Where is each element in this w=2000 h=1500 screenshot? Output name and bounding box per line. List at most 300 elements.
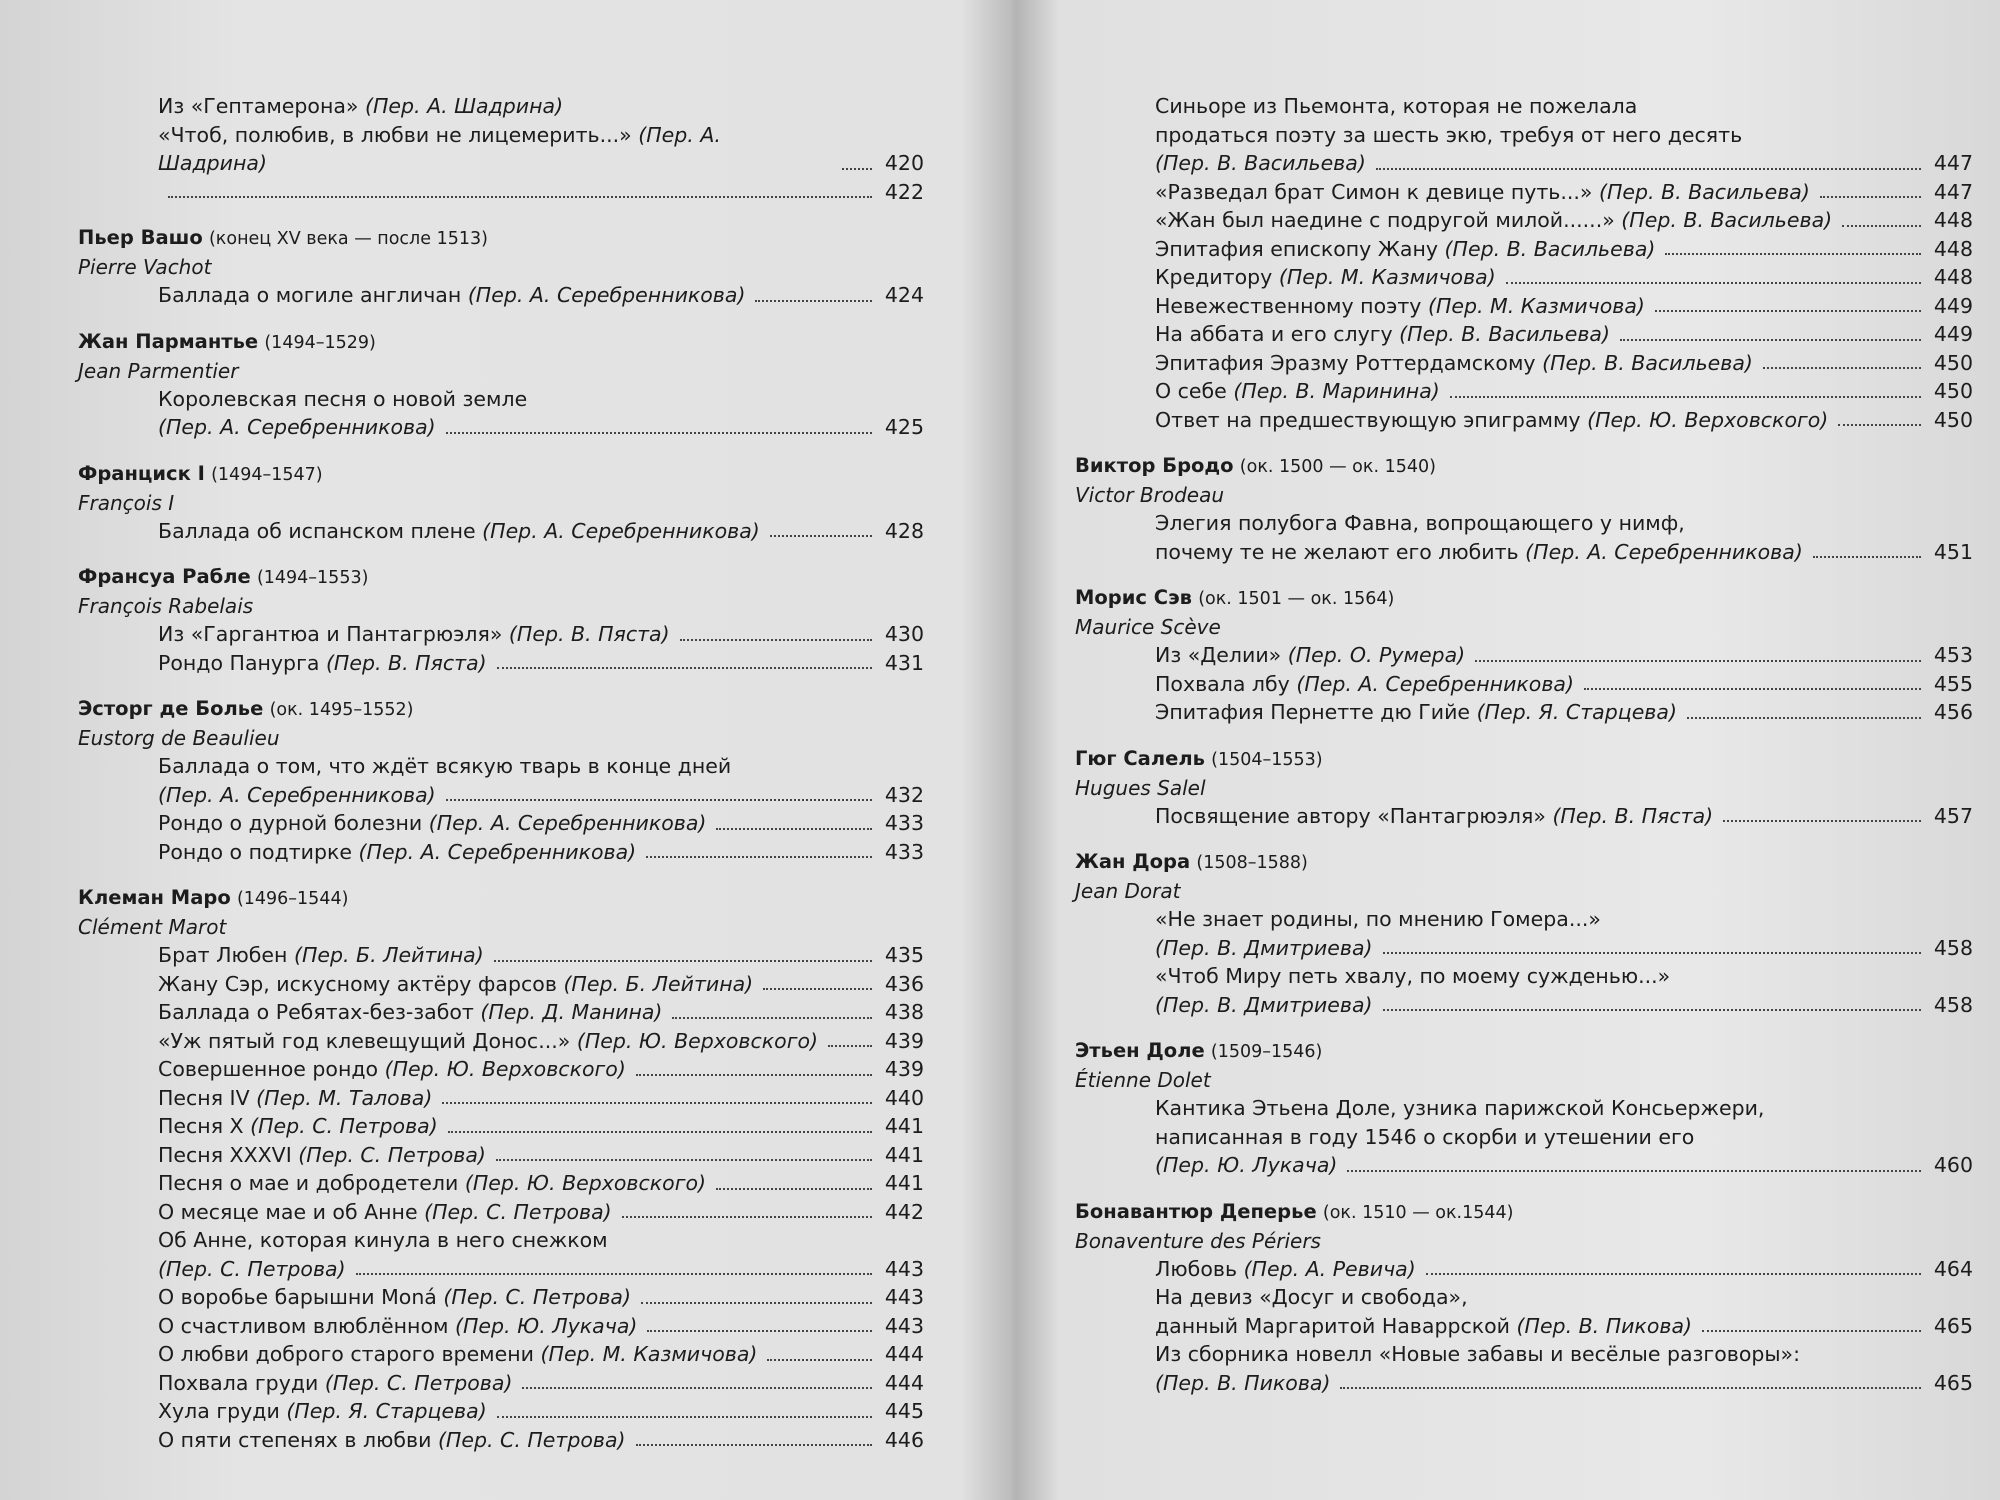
author-block: [1075, 452, 1973, 566]
entry-title-line: [1155, 1283, 1973, 1312]
page-number: 465: [1933, 1370, 1973, 1395]
author-block: [78, 328, 924, 442]
translator: (Пер. М. Казмичова): [1427, 293, 1645, 318]
dot-leader: [1450, 396, 1921, 398]
translator: (Пер. В. Васильева): [1444, 236, 1656, 261]
translator: (Пер. А. Серебренникова): [358, 839, 637, 864]
translator: (Пер. Ю. Верховского): [576, 1028, 819, 1053]
author-block: [78, 563, 924, 677]
toc-entry: [1075, 377, 1973, 406]
author-latin-name: Clément Marot: [78, 915, 227, 939]
dot-leader: [828, 1045, 872, 1047]
entry-text: [1155, 1255, 1416, 1284]
entry-text: [158, 1198, 612, 1227]
page-number: 457: [1933, 803, 1973, 828]
translator: (Пер. С. Петрова): [250, 1114, 438, 1138]
page-number: 441: [884, 1142, 924, 1167]
toc-entry: [78, 1112, 924, 1141]
page-number: 443: [884, 1285, 924, 1309]
entry-text: [158, 1312, 637, 1341]
dot-leader: [622, 1216, 872, 1218]
author-heading: [1075, 1198, 1973, 1227]
entry-row: [1155, 206, 1973, 235]
entry-text: [1155, 698, 1677, 727]
author-heading: [78, 563, 924, 592]
page-number: 441: [884, 1114, 924, 1138]
entry-row: [1155, 1369, 1973, 1398]
translator: (Пер. Ю. Верховского): [1587, 407, 1829, 432]
toc-entry: [1075, 206, 1973, 235]
dot-leader: [497, 667, 872, 669]
entry-title-line: [1155, 1123, 1973, 1152]
author-heading: [78, 695, 924, 724]
toc-entry: [78, 809, 924, 838]
page-number: 465: [1933, 1313, 1973, 1338]
entry-title: Баллада о Ребятах-без-забот: [158, 1000, 474, 1024]
translator: (Пер. О. Румера): [1287, 643, 1466, 667]
page-number: 448: [1933, 208, 1973, 232]
toc-entry: [1075, 802, 1973, 831]
entry-title-line: [1155, 92, 1973, 121]
toc-entry: [1075, 320, 1973, 349]
entry-text: [158, 1340, 757, 1369]
translator: (Пер. А. Серебренникова): [482, 518, 760, 543]
entry-title: Об Анне, которая кинула в него снежком: [158, 1228, 608, 1252]
author-heading: [1075, 452, 1973, 481]
entry-text: [1155, 349, 1753, 378]
toc-entry: [1075, 670, 1973, 699]
entry-row: [1155, 1255, 1973, 1284]
dot-leader: [770, 535, 872, 537]
toc-entry: [78, 385, 924, 442]
entry-row: [158, 1369, 924, 1398]
entry-text: [1155, 149, 1366, 178]
entry-text: [158, 781, 436, 810]
entry-text: [1155, 934, 1373, 963]
toc-entry: [1075, 292, 1973, 321]
author-dates: (конец XV века — после 1513): [208, 229, 488, 249]
entry-title: О месяце мае и об Анне: [158, 1199, 418, 1224]
translator: (Пер. А. Серебренникова): [1525, 539, 1803, 564]
entry-text: [158, 1369, 512, 1398]
dot-leader: [522, 1387, 872, 1389]
dot-leader: [1702, 1330, 1921, 1332]
entry-title: О счастливом влюблённом: [158, 1313, 449, 1338]
page-number: 450: [1933, 379, 1973, 403]
entry-title: «Уж пятый год клевещущий Донос...»: [158, 1028, 571, 1053]
page-number: 443: [884, 1313, 924, 1338]
author-latin-name: François Rabelais: [78, 594, 254, 618]
toc-entry: [1075, 905, 1973, 962]
entry-row: [1155, 538, 1973, 567]
entry-title: Королевская песня о новой земле: [158, 386, 528, 411]
entry-title: Эпитафия Пернетте дю Гийе: [1155, 700, 1471, 724]
author-dates: (1504–1553): [1211, 749, 1323, 770]
author-heading: [1075, 584, 1973, 613]
author-dates: (1508–1588): [1196, 853, 1308, 873]
entry-title: Из «Делии»: [1155, 643, 1282, 667]
translator: (Пер. А. Серебренникова): [158, 782, 436, 807]
entry-row: [1155, 349, 1973, 378]
translator: (Пер. А. Шадрина): [365, 94, 564, 118]
entry-row: [158, 1169, 924, 1198]
author-dates: (ок. 1500 — ок. 1540): [1239, 457, 1436, 477]
author-name: Бонавантюр Деперье: [1075, 1199, 1317, 1223]
toc-entry: [1075, 641, 1973, 670]
entry-row: [158, 1340, 924, 1369]
entry-text: [158, 1255, 346, 1284]
entry-row: [1155, 934, 1973, 963]
entry-text: [158, 517, 760, 546]
author-block: [1075, 1198, 1973, 1398]
translator: (Пер. М. Казмичова): [540, 1342, 758, 1366]
entry-title: Элегия полубога Фавна, вопрощающего у нимф,: [1155, 511, 1685, 535]
entry-row: [1155, 178, 1973, 207]
entry-text: [158, 970, 753, 999]
author-dates: (1494–1529): [264, 332, 376, 353]
dot-leader: [1426, 1273, 1921, 1275]
entry-row: [158, 281, 924, 310]
author-dates: (ок. 1510 — ок.1544): [1322, 1202, 1514, 1223]
entry-row: [158, 620, 924, 649]
page-number: 431: [884, 650, 924, 675]
entry-text: [1155, 1312, 1692, 1341]
author-heading: [1075, 848, 1973, 877]
page-number: 464: [1933, 1256, 1973, 1281]
dot-leader: [647, 1330, 872, 1332]
dot-leader: [1347, 1170, 1921, 1172]
dot-leader: [755, 300, 872, 302]
toc-entry: [1075, 962, 1973, 1019]
page-number: 455: [1933, 671, 1973, 696]
dot-leader: [680, 639, 872, 641]
entry-title-line: [1155, 1094, 1973, 1123]
entry-text: [1155, 538, 1803, 567]
author-latin-name: Étienne Dolet: [1075, 1068, 1211, 1092]
author-name: Виктор Бродо: [1075, 454, 1234, 477]
entry-title: Посвящение автору «Пантагрюэля»: [1155, 803, 1546, 828]
author-name: Пьер Вашо: [78, 226, 203, 249]
dot-leader: [1838, 424, 1921, 426]
author-block: [78, 884, 924, 1454]
toc-entry: [78, 998, 924, 1027]
translator: (Пер. С. Петрова): [424, 1199, 612, 1224]
entry-row: [1155, 263, 1973, 292]
author-latin-name: Jean Parmentier: [78, 358, 239, 383]
translator: (Пер. Д. Манина): [480, 1000, 663, 1024]
translator: (Пер. С. Петрова): [443, 1285, 631, 1309]
entry-text: [1155, 802, 1713, 831]
author-latin-name: François I: [78, 490, 175, 515]
entry-title: Песня IV: [158, 1085, 250, 1110]
translator: (Пер. С. Петрова): [324, 1370, 513, 1395]
page-number: 424: [884, 283, 924, 307]
toc-entry: [1075, 1094, 1973, 1180]
entry-text: [1155, 320, 1610, 349]
dot-leader: [442, 1102, 872, 1104]
toc-entry: [78, 121, 924, 178]
entry-row: [1155, 292, 1973, 321]
page-number: 440: [884, 1085, 924, 1110]
page-number: 448: [1933, 265, 1973, 289]
entry-title: «Чтоб, полюбив, в любви не лицемерить...»: [158, 122, 632, 147]
translator: (Пер. Я. Старцева): [1476, 700, 1677, 724]
entry-row: [158, 413, 924, 442]
entry-text: [158, 649, 487, 678]
author-latin-name: Pierre Vachot: [78, 255, 212, 279]
toc-entry: [78, 1084, 924, 1113]
translator: (Пер. С. Петрова): [158, 1256, 346, 1281]
translator: (Пер. В. Пикова): [1516, 1313, 1693, 1338]
author-block: [1075, 584, 1973, 727]
page-number: 425: [884, 415, 924, 439]
entry-row: [158, 178, 924, 207]
page-number: 451: [1933, 539, 1973, 564]
translator: (Пер. Ю. Верховского): [384, 1057, 626, 1081]
left-toc-column: [78, 92, 924, 1454]
author-block: [78, 460, 924, 546]
entry-row: [158, 121, 924, 178]
translator: (Пер. А. Шадрина): [158, 122, 721, 175]
entry-title: Баллада о могиле англичан: [158, 283, 462, 307]
author-latin-name: Jean Dorat: [1075, 879, 1181, 903]
translator: (Пер. С. Петрова): [437, 1427, 626, 1452]
page-number: 436: [884, 971, 924, 996]
author-heading: [78, 224, 924, 253]
entry-title: О себе: [1155, 379, 1227, 403]
entry-title: О воробье барышни Моná: [158, 1285, 437, 1309]
page-number: 447: [1933, 151, 1973, 175]
entry-title-line: [1155, 962, 1973, 991]
translator: (Пер. А. Серебренникова): [467, 283, 746, 307]
dot-leader: [842, 168, 872, 170]
translator: (Пер. В. Васильева): [1399, 322, 1610, 346]
author-block: [1075, 848, 1973, 1019]
toc-entry: [1075, 1283, 1973, 1340]
toc-entry: [78, 178, 924, 207]
entry-title: Из «Гаргантюа и Пантагрюэля»: [158, 622, 503, 646]
translator: (Пер. М. Казмичова): [1278, 265, 1496, 289]
page-number: 456: [1933, 700, 1973, 724]
dot-leader: [168, 196, 872, 198]
dot-leader: [716, 1188, 872, 1190]
entry-text: [158, 413, 436, 442]
entry-text: [158, 941, 484, 970]
entry-title: Эпитафия Эразму Роттердамскому: [1155, 350, 1536, 375]
toc-entry: [78, 1283, 924, 1312]
toc-entry: [1075, 235, 1973, 264]
toc-entry: [78, 1369, 924, 1398]
entry-text: [158, 1141, 486, 1170]
page-number: 422: [884, 179, 924, 204]
dot-leader: [716, 828, 872, 830]
author-name: Жан Дора: [1075, 850, 1191, 873]
entry-row: [158, 1426, 924, 1455]
entry-title: Баллада о том, что ждёт всякую тварь в конце дней: [158, 754, 732, 778]
dot-leader: [1383, 1009, 1921, 1011]
entry-title: О любви доброго старого времени: [158, 1342, 534, 1366]
entry-text: [158, 1397, 487, 1426]
dot-leader: [1340, 1387, 1921, 1389]
page-number: 453: [1933, 643, 1973, 667]
entry-text: [158, 838, 636, 867]
translator: (Пер. С. Петрова): [298, 1142, 486, 1167]
dot-leader: [1820, 196, 1921, 198]
entry-title: На аббата и его слугу: [1155, 322, 1393, 346]
translator: (Пер. М. Талова): [256, 1085, 433, 1110]
toc-entry: [1075, 698, 1973, 727]
entry-title-line: [158, 385, 924, 414]
toc-entry: [78, 1169, 924, 1198]
author-latin-name: Maurice Scève: [1075, 615, 1221, 639]
page-number: 449: [1933, 322, 1973, 346]
toc-entry: [78, 941, 924, 970]
author-dates: (1496–1544): [236, 889, 349, 909]
page-number: 439: [884, 1028, 924, 1053]
author-heading: [78, 884, 924, 913]
toc-entry: [1075, 263, 1973, 292]
entry-title: Хула груди: [158, 1399, 280, 1423]
entry-row: [158, 1027, 924, 1056]
dot-leader: [1506, 282, 1921, 284]
entry-row: [1155, 802, 1973, 831]
translator: (Пер. В. Пяста): [508, 622, 670, 646]
translator: (Пер. В. Маринина): [1233, 379, 1440, 403]
entry-text: [1155, 235, 1655, 264]
entry-row: [1155, 320, 1973, 349]
author-dates: (1494–1553): [256, 568, 369, 588]
dot-leader: [1376, 168, 1921, 170]
dot-leader: [1763, 367, 1921, 369]
toc-entry: [78, 620, 924, 649]
dot-leader: [646, 856, 872, 858]
dot-leader: [1475, 660, 1921, 662]
author-heading: [1075, 1037, 1973, 1066]
page-number: 444: [884, 1342, 924, 1366]
author-dates: (1509–1546): [1210, 1042, 1323, 1062]
entry-title-line: [1155, 509, 1973, 538]
entry-text: [158, 620, 670, 649]
right-toc-column: [1075, 92, 1973, 1397]
entry-title: «Разведал брат Симон к девице путь...»: [1155, 179, 1593, 204]
entry-title: Брат Любен: [158, 943, 288, 967]
page-number: 448: [1933, 236, 1973, 261]
lead-entries: [78, 92, 924, 206]
entry-title: Похвала груди: [158, 1370, 319, 1395]
toc-entry: [78, 92, 924, 121]
entry-text: [1155, 670, 1574, 699]
entry-title: Рондо о подтирке: [158, 839, 352, 864]
entry-title: «Не знает родины, по мнению Гомера...»: [1155, 907, 1601, 931]
entry-title-line: [1155, 905, 1973, 934]
toc-entry: [78, 1198, 924, 1227]
entry-title: Песня X: [158, 1114, 244, 1138]
entry-title: Из «Гептамерона»: [158, 94, 359, 118]
toc-entry: [1075, 92, 1973, 178]
translator: (Пер. В. Пикова): [1155, 1370, 1331, 1395]
dot-leader: [1813, 556, 1921, 558]
dot-leader: [636, 1444, 872, 1446]
dot-leader: [1620, 339, 1921, 341]
page-number: 447: [1933, 179, 1973, 204]
entry-title: данный Маргаритой Наваррской: [1155, 1313, 1510, 1338]
entry-title-line: [158, 752, 924, 781]
entry-title: Жану Сэр, искусному актёру фарсов: [158, 971, 557, 996]
entry-title: Кантика Этьена Доле, узника парижской Консьержери,: [1155, 1096, 1765, 1120]
entry-title: Ответ на предшествующую эпиграмму: [1155, 407, 1581, 432]
author-heading: [1075, 745, 1973, 774]
toc-entry: [78, 1397, 924, 1426]
toc-entry: [78, 970, 924, 999]
page-number: 449: [1933, 293, 1973, 318]
toc-entry: [78, 1312, 924, 1341]
entry-title: Песня о мае и добродетели: [158, 1171, 459, 1195]
toc-entry: [1075, 1340, 1973, 1397]
entry-row: [158, 1112, 924, 1141]
toc-entry: [78, 1055, 924, 1084]
dot-leader: [494, 960, 872, 962]
entry-row: [158, 809, 924, 838]
entry-row: [158, 1055, 924, 1084]
entry-row: [158, 781, 924, 810]
dot-leader: [672, 1017, 872, 1019]
entry-row: [158, 1283, 924, 1312]
author-name: Гюг Салель: [1075, 746, 1205, 770]
page-number: 420: [884, 151, 924, 175]
toc-entry: [78, 281, 924, 310]
translator: (Пер. Б. Лейтина): [563, 971, 754, 996]
translator: (Пер. В. Васильева): [1155, 151, 1366, 175]
entry-title-line: [158, 1226, 924, 1255]
page-number: 458: [1933, 992, 1973, 1017]
author-name: Морис Сэв: [1075, 586, 1192, 609]
entry-title: Кредитору: [1155, 265, 1273, 289]
entry-title: Песня XXXVI: [158, 1142, 292, 1167]
toc-entry: [78, 1426, 924, 1455]
entry-row: [158, 1397, 924, 1426]
entry-row: [158, 998, 924, 1027]
entry-text: [1155, 206, 1832, 235]
translator: (Пер. В. Дмитриева): [1155, 992, 1373, 1017]
translator: (Пер. А. Серебренникова): [158, 415, 436, 439]
translator: (Пер. В. Васильева): [1621, 208, 1833, 232]
dot-leader: [1383, 952, 1921, 954]
entry-text: [158, 998, 662, 1027]
page-number: 446: [884, 1427, 924, 1452]
dot-leader: [767, 1359, 872, 1361]
translator: (Пер. Ю. Лукача): [455, 1313, 638, 1338]
entry-row: [158, 1198, 924, 1227]
entry-text: [158, 281, 745, 310]
translator: (Пер. Ю. Верховского): [464, 1171, 707, 1195]
author-name: Франциск I: [78, 461, 205, 485]
toc-entry: [1075, 406, 1973, 435]
author-dates: (ок. 1495–1552): [269, 700, 414, 720]
entry-text: [1155, 1151, 1337, 1180]
entry-title: Баллада об испанском плене: [158, 518, 476, 543]
author-block: [78, 224, 924, 310]
toc-entry: [1075, 178, 1973, 207]
entry-title: Эпитафия епископу Жану: [1155, 236, 1439, 261]
entry-row: [158, 970, 924, 999]
toc-entry: [78, 1141, 924, 1170]
author-latin-name: Victor Brodeau: [1075, 483, 1225, 507]
translator: (Пер. В. Пяста): [325, 650, 487, 675]
page-number: 433: [884, 839, 924, 864]
entry-row: [1155, 1312, 1973, 1341]
dot-leader: [446, 432, 872, 434]
author-dates: (1494–1547): [211, 464, 323, 485]
